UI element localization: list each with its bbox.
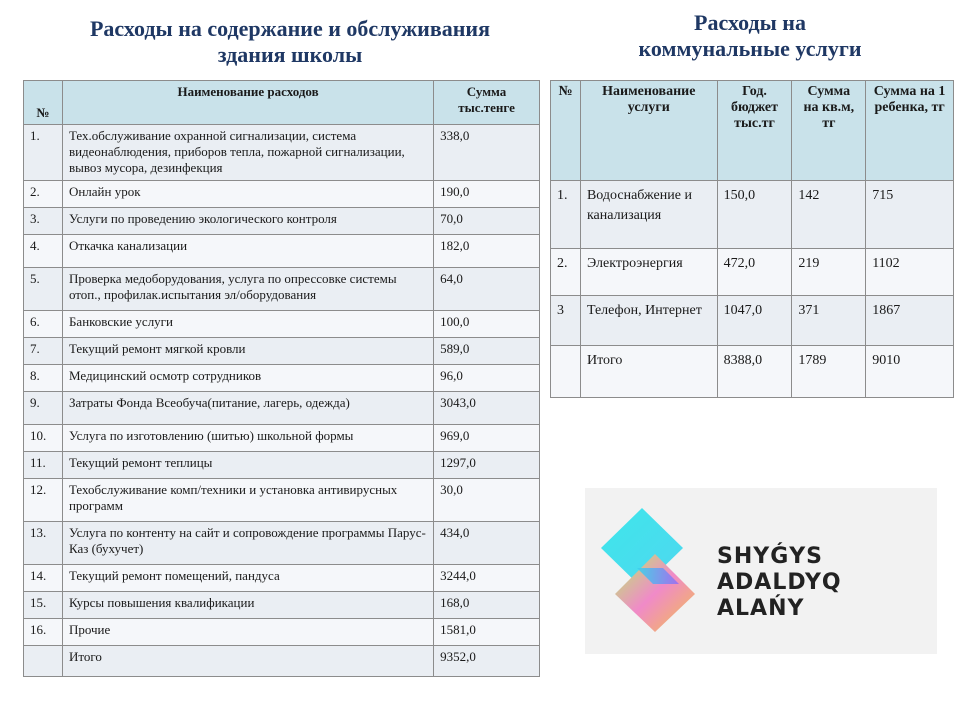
utilities-cell-name: Электроэнергия xyxy=(580,249,717,296)
expenses-cell-sum: 1581,0 xyxy=(434,619,540,646)
expenses-cell-sum: 338,0 xyxy=(434,125,540,181)
expenses-cell-name: Итого xyxy=(62,646,433,677)
logo-diamond-icon xyxy=(597,504,727,634)
utilities-row xyxy=(551,249,954,296)
utilities-cell-no: 3 xyxy=(551,296,581,346)
expenses-row xyxy=(24,565,540,592)
expenses-row xyxy=(24,338,540,365)
expenses-row xyxy=(24,646,540,677)
utilities-cell-name: Телефон, Интернет xyxy=(580,296,717,346)
expenses-cell-sum: 9352,0 xyxy=(434,646,540,677)
expenses-cell-sum: 190,0 xyxy=(434,181,540,208)
expenses-cell-name: Затраты Фонда Всеобуча(питание, лагерь, одежда) xyxy=(62,392,433,425)
expenses-header-sum: Сумма тыс.тенге xyxy=(434,81,540,125)
expenses-cell-no xyxy=(24,646,63,677)
utilities-row xyxy=(551,346,954,398)
expenses-row xyxy=(24,479,540,522)
expenses-cell-no: 13. xyxy=(24,522,63,565)
utilities-cell-name: Водоснабжение и канализация xyxy=(580,181,717,249)
expenses-cell-no: 16. xyxy=(24,619,63,646)
utilities-cell-name: Итого xyxy=(580,346,717,398)
utilities-header-budget: Год. бюджет тыс.тг xyxy=(717,81,792,181)
expenses-cell-name: Текущий ремонт теплицы xyxy=(62,452,433,479)
expenses-cell-no: 15. xyxy=(24,592,63,619)
expenses-cell-sum: 3244,0 xyxy=(434,565,540,592)
expenses-row xyxy=(24,125,540,181)
utilities-header-per-sqm: Сумма на кв.м, тг xyxy=(792,81,866,181)
expenses-cell-sum: 70,0 xyxy=(434,208,540,235)
expenses-header-name: Наименование расходов xyxy=(62,81,433,125)
utilities-cell-budget: 472,0 xyxy=(717,249,792,296)
expenses-cell-no: 2. xyxy=(24,181,63,208)
utilities-cell-per-sqm: 219 xyxy=(792,249,866,296)
utilities-title xyxy=(560,10,940,63)
expenses-cell-name: Откачка канализации xyxy=(62,235,433,268)
utilities-header-no: № xyxy=(551,81,581,181)
expenses-cell-no: 7. xyxy=(24,338,63,365)
expenses-row xyxy=(24,452,540,479)
utilities-header-name: Наименование услуги xyxy=(580,81,717,181)
expenses-title-line-2: здания школы xyxy=(217,42,363,68)
expenses-cell-name: Онлайн урок xyxy=(62,181,433,208)
utilities-table xyxy=(550,80,954,398)
logo-text-line-1: SHYǴYS xyxy=(717,544,824,569)
expenses-row xyxy=(24,392,540,425)
expenses-cell-sum: 1297,0 xyxy=(434,452,540,479)
utilities-cell-budget: 150,0 xyxy=(717,181,792,249)
logo-text xyxy=(717,544,937,622)
utilities-cell-budget: 8388,0 xyxy=(717,346,792,398)
expenses-cell-no: 1. xyxy=(24,125,63,181)
expenses-cell-no: 4. xyxy=(24,235,63,268)
expenses-row xyxy=(24,425,540,452)
utilities-cell-per-child: 1102 xyxy=(866,249,954,296)
expenses-cell-no: 5. xyxy=(24,268,63,311)
expenses-cell-name: Услуга по изготовлению (шитью) школьной формы xyxy=(62,425,433,452)
expenses-cell-no: 9. xyxy=(24,392,63,425)
expenses-cell-name: Медицинский осмотр сотрудников xyxy=(62,365,433,392)
expenses-cell-sum: 96,0 xyxy=(434,365,540,392)
expenses-row xyxy=(24,181,540,208)
expenses-cell-sum: 434,0 xyxy=(434,522,540,565)
utilities-title-line-1: Расходы на xyxy=(694,10,806,35)
expenses-row xyxy=(24,235,540,268)
expenses-row xyxy=(24,208,540,235)
expenses-cell-name: Тех.обслуживание охранной сигнализации, система видеонаблюдения, приборов тепла, пожарной сигнализации, вывоз мусора, дезинфекция xyxy=(62,125,433,181)
expenses-cell-sum: 589,0 xyxy=(434,338,540,365)
expenses-cell-name: Текущий ремонт помещений, пандуса xyxy=(62,565,433,592)
expenses-cell-sum: 100,0 xyxy=(434,311,540,338)
expenses-cell-no: 10. xyxy=(24,425,63,452)
utilities-cell-per-child: 9010 xyxy=(866,346,954,398)
utilities-cell-per-sqm: 1789 xyxy=(792,346,866,398)
expenses-cell-name: Текущий ремонт мягкой кровли xyxy=(62,338,433,365)
expenses-cell-no: 14. xyxy=(24,565,63,592)
utilities-cell-per-child: 1867 xyxy=(866,296,954,346)
expenses-cell-name: Банковские услуги xyxy=(62,311,433,338)
utilities-cell-no xyxy=(551,346,581,398)
expenses-row xyxy=(24,268,540,311)
utilities-cell-no: 2. xyxy=(551,249,581,296)
expenses-title xyxy=(30,16,550,69)
expenses-cell-no: 11. xyxy=(24,452,63,479)
expenses-cell-sum: 182,0 xyxy=(434,235,540,268)
expenses-cell-name: Проверка медоборудования, услуга по опрессовке системы отоп., профилак.испытания эл/оборудования xyxy=(62,268,433,311)
utilities-header-per-child: Сумма на 1 ребенка, тг xyxy=(866,81,954,181)
expenses-cell-no: 3. xyxy=(24,208,63,235)
expenses-cell-sum: 168,0 xyxy=(434,592,540,619)
expenses-cell-name: Услуги по проведению экологического контроля xyxy=(62,208,433,235)
expenses-row xyxy=(24,522,540,565)
expenses-cell-no: 12. xyxy=(24,479,63,522)
utilities-cell-budget: 1047,0 xyxy=(717,296,792,346)
expenses-row xyxy=(24,619,540,646)
expenses-row xyxy=(24,365,540,392)
utilities-cell-no: 1. xyxy=(551,181,581,249)
expenses-cell-sum: 3043,0 xyxy=(434,392,540,425)
expenses-cell-no: 6. xyxy=(24,311,63,338)
expenses-cell-name: Услуга по контенту на сайт и сопровождение программы Парус-Каз (бухучет) xyxy=(62,522,433,565)
expenses-cell-name: Курсы повышения квалификации xyxy=(62,592,433,619)
logo-panel xyxy=(585,488,937,654)
utilities-cell-per-child: 715 xyxy=(866,181,954,249)
expenses-cell-name: Техобслуживание комп/техники и установка антивирусных программ xyxy=(62,479,433,522)
expenses-cell-sum: 30,0 xyxy=(434,479,540,522)
utilities-row xyxy=(551,296,954,346)
utilities-cell-per-sqm: 142 xyxy=(792,181,866,249)
expenses-cell-sum: 64,0 xyxy=(434,268,540,311)
expenses-header-no: № xyxy=(24,81,63,125)
utilities-cell-per-sqm: 371 xyxy=(792,296,866,346)
expenses-table xyxy=(23,80,540,677)
expenses-cell-no: 8. xyxy=(24,365,63,392)
expenses-row xyxy=(24,592,540,619)
logo-text-line-2: ADALDYQ ALAŃY xyxy=(717,570,842,621)
expenses-cell-name: Прочие xyxy=(62,619,433,646)
expenses-row xyxy=(24,311,540,338)
expenses-cell-sum: 969,0 xyxy=(434,425,540,452)
utilities-title-line-2: коммунальные услуги xyxy=(638,36,862,62)
utilities-row xyxy=(551,181,954,249)
expenses-title-line-1: Расходы на содержание и обслуживания xyxy=(89,16,490,41)
